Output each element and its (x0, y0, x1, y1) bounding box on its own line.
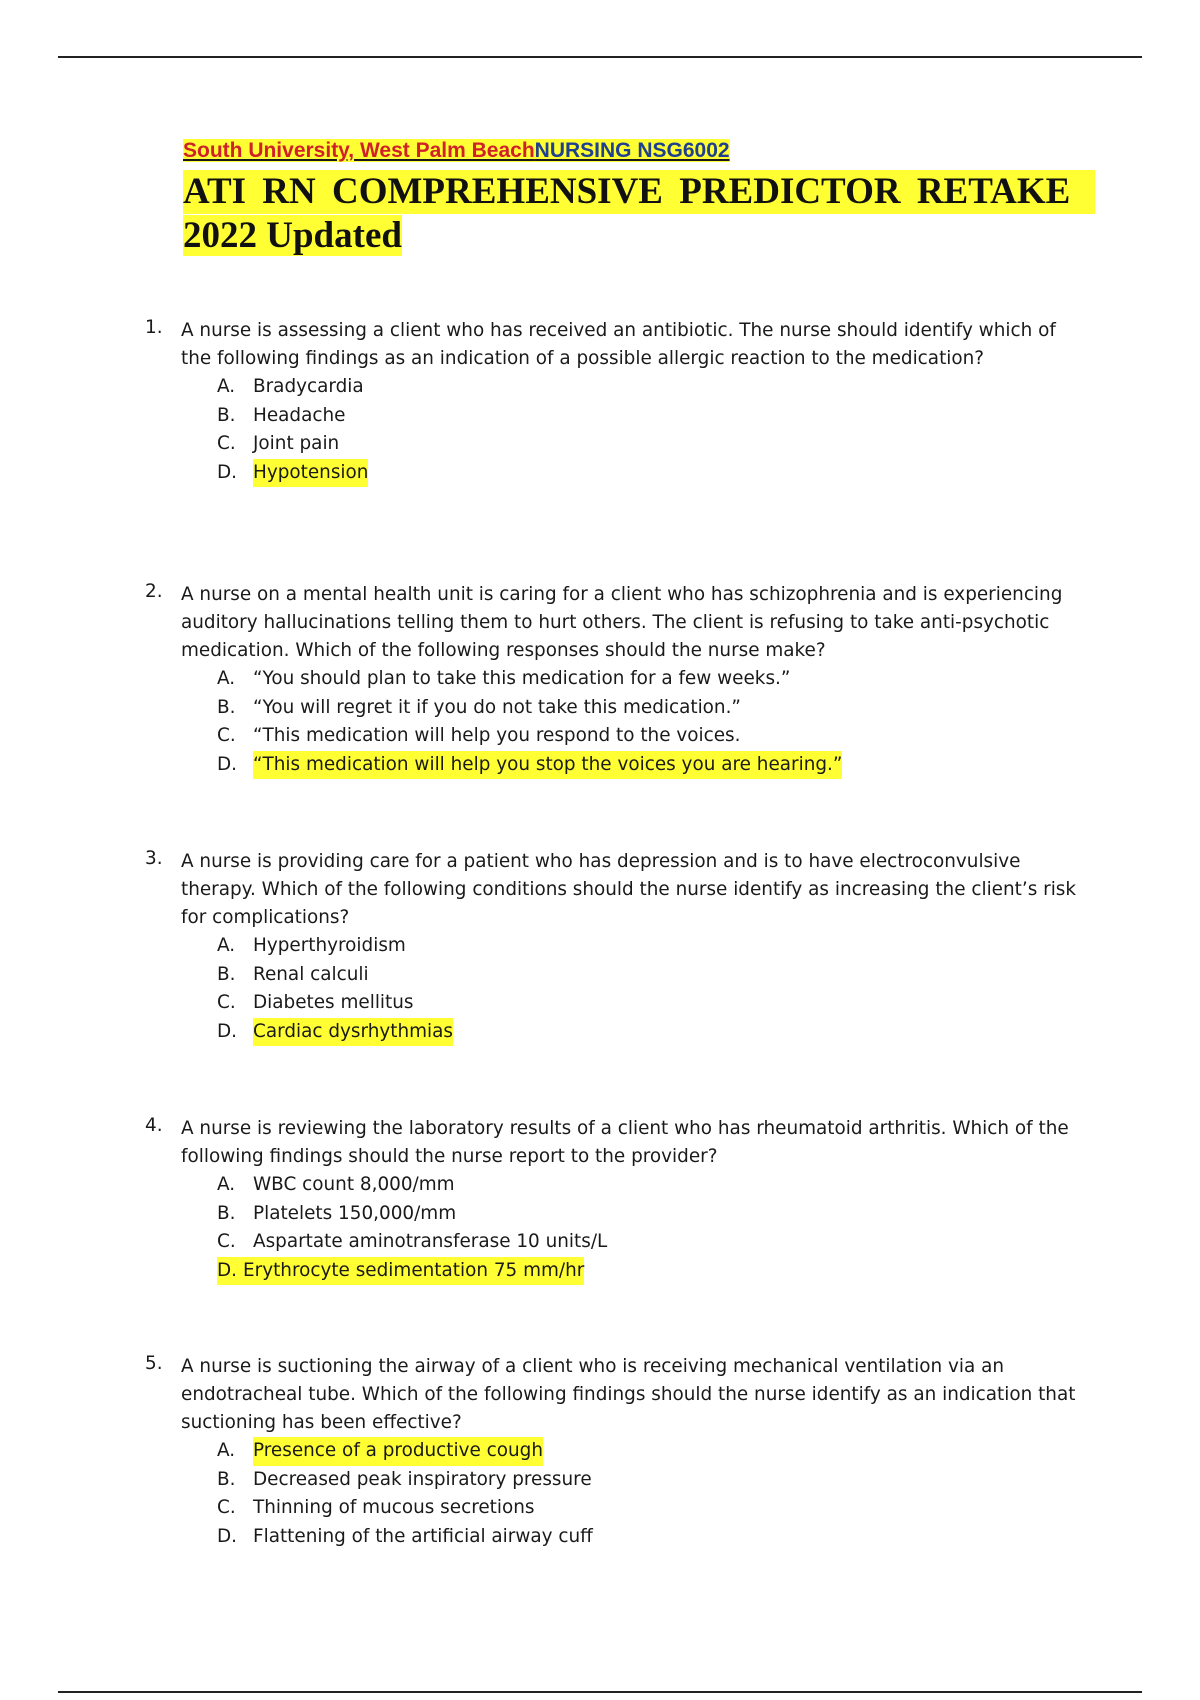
option-c: C. “This medication will help you respond to the voices. (217, 725, 741, 746)
option-c: C. Aspartate aminotransferase 10 units/L (217, 1231, 608, 1252)
document-title (183, 170, 1103, 258)
option-c: C. Joint pain (217, 433, 340, 454)
course-code: NURSING NSG6002 (534, 139, 730, 162)
question-text: A nurse is providing care for a patient who has depression and is to have electroconvulsive therapy. Which of the following conditions should the nurse identify as increasing the client’s risk for complications? (181, 851, 1077, 928)
option-b: B. Headache (217, 404, 346, 426)
question-2 (145, 581, 1085, 779)
option-b: B. “You will regret it if you do not take this medication.” (217, 696, 741, 718)
option-d-correct: D. Hypotension (217, 459, 1085, 488)
answer-options (145, 1437, 1085, 1551)
option-c: C. Thinning of mucous secretions (217, 1497, 535, 1518)
option-c: C. Diabetes mellitus (217, 992, 414, 1013)
option-d-correct: D. Erythrocyte sedimentation 75 mm/hr (217, 1257, 1085, 1286)
question-5 (145, 1353, 1085, 1551)
question-number: 1. (145, 317, 163, 338)
question-1 (145, 317, 1085, 487)
question-3 (145, 848, 1085, 1046)
answer-options (145, 665, 1085, 779)
answer-options (145, 373, 1085, 487)
school-name: South University, West Palm Beach (183, 139, 535, 162)
question-text: A nurse is assessing a client who has received an antibiotic. The nurse should identify which of the following findings as an indication of a possible allergic reaction to the medication? (181, 320, 1056, 369)
answer-options (145, 932, 1085, 1046)
option-a-correct: A. Presence of a productive cough (217, 1437, 1085, 1466)
option-a: A. Hyperthyroidism (217, 935, 406, 956)
title-line-2: 2022 Updated (183, 215, 402, 256)
option-b: B. Renal calculi (217, 963, 369, 985)
option-b: B. Platelets 150,000/mm (217, 1202, 457, 1224)
question-number: 3. (145, 848, 163, 869)
option-d-correct: D. “This medication will help you stop the voices you are hearing.” (217, 751, 1085, 780)
question-text: A nurse is suctioning the airway of a client who is receiving mechanical ventilation via an endotracheal tube. Which of the following findings should the nurse identify as an indication that suctioning has been effective? (181, 1356, 1076, 1433)
option-b: B. Decreased peak inspiratory pressure (217, 1468, 592, 1490)
option-a: A. Bradycardia (217, 376, 364, 397)
question-text: A nurse is reviewing the laboratory results of a client who has rheumatoid arthritis. Which of the following findings should the nurse report to the provider? (181, 1118, 1069, 1167)
question-4 (145, 1115, 1085, 1285)
option-a: A. WBC count 8,000/mm (217, 1174, 455, 1195)
question-number: 2. (145, 581, 163, 602)
option-d-correct: D. Cardiac dysrhythmias (217, 1018, 1085, 1047)
question-number: 5. (145, 1353, 163, 1374)
question-number: 4. (145, 1115, 163, 1136)
document-header (183, 138, 1103, 258)
option-d: D. Flattening of the artificial airway cuff (217, 1525, 593, 1547)
answer-options (145, 1171, 1085, 1285)
institution-line (183, 138, 1103, 164)
question-text: A nurse on a mental health unit is caring for a client who has schizophrenia and is experiencing auditory hallucinations telling them to hurt others. The client is refusing to take anti-psychotic medication. Which of the following responses should the nurse make? (181, 584, 1063, 661)
bottom-rule (58, 1691, 1142, 1693)
option-a: A. “You should plan to take this medication for a few weeks.” (217, 668, 791, 689)
top-rule (58, 56, 1142, 58)
title-line-1: ATI RN COMPREHENSIVE PREDICTOR RETAKE (183, 170, 1095, 214)
